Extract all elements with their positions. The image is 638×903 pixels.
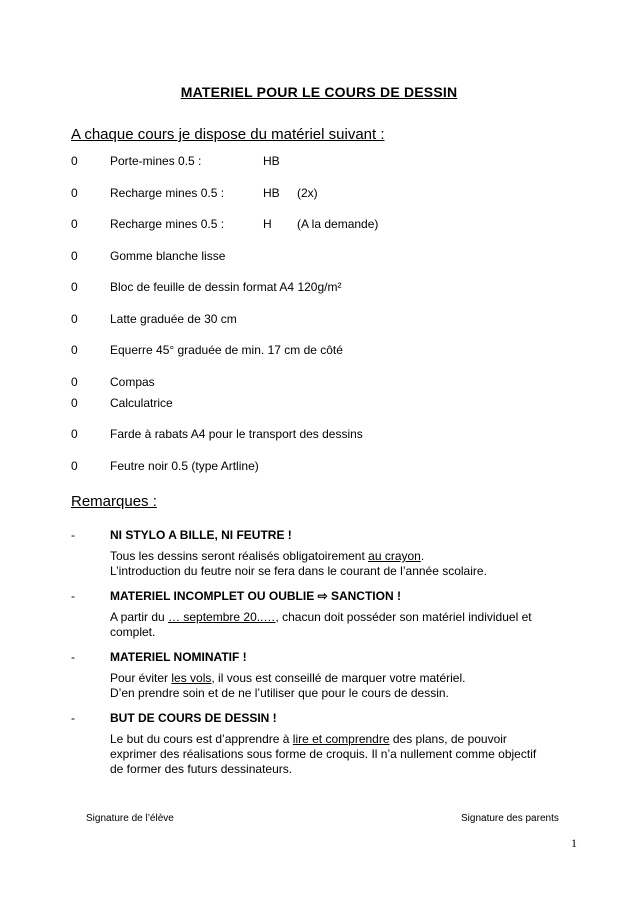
remark-heading: MATERIEL NOMINATIF ! — [110, 650, 247, 664]
remark-text — [110, 549, 580, 579]
item-value: HB — [263, 186, 280, 200]
item-extra: (2x) — [297, 186, 318, 200]
item-description: Porte-mines 0.5 : — [110, 154, 202, 168]
item-marker: 0 — [71, 459, 78, 473]
remark-heading-part: MATERIEL INCOMPLET OU OUBLIE — [110, 589, 318, 603]
remark-line — [110, 549, 580, 564]
remark-underlined: les vols — [171, 671, 212, 685]
remark-heading: BUT DE COURS DE DESSIN ! — [110, 711, 277, 725]
remark-underlined: lire et comprendre — [292, 732, 390, 746]
item-marker: 0 — [71, 312, 78, 326]
item-description: Bloc de feuille de dessin format A4 120g/m² — [110, 280, 342, 294]
remark-dash: - — [71, 528, 75, 542]
signature-student-label: Signature de l’élève — [86, 813, 174, 824]
remark-line — [110, 610, 580, 625]
remark-dash: - — [71, 650, 75, 664]
item-description: Calculatrice — [110, 396, 173, 410]
remark-text-part: . — [420, 549, 425, 563]
remark-line: exprimer des réalisations sous forme de croquis. Il n’a nullement comme objectif — [110, 747, 537, 761]
item-description: Gomme blanche lisse — [110, 249, 226, 263]
item-marker: 0 — [71, 427, 78, 441]
remark-dash: - — [71, 589, 75, 603]
signature-parents-label: Signature des parents — [461, 813, 559, 824]
remark-text-part: Le but du cours est d’apprendre à — [110, 732, 293, 746]
remark-line: L’introduction du feutre noir se fera dans le courant de l’année scolaire. — [110, 564, 487, 578]
remark-text — [110, 610, 580, 640]
remark-line: complet. — [110, 625, 156, 639]
remark-heading: NI STYLO A BILLE, NI FEUTRE ! — [110, 528, 292, 542]
item-extra: (A la demande) — [297, 217, 379, 231]
page-title: MATERIEL POUR LE COURS DE DESSIN — [180, 84, 458, 100]
right-arrow-icon: ⇨ — [317, 589, 328, 603]
item-marker: 0 — [71, 186, 78, 200]
remark-line — [110, 732, 580, 747]
remark-text — [110, 671, 580, 701]
item-marker: 0 — [71, 375, 78, 389]
remark-text-part: des plans, de pouvoir — [389, 732, 507, 746]
remark-underlined: au crayon — [368, 549, 421, 563]
remark-heading-part: SANCTION ! — [327, 589, 401, 603]
item-marker: 0 — [71, 217, 78, 231]
item-value: H — [263, 217, 272, 231]
item-marker: 0 — [71, 396, 78, 410]
remark-text-part: A partir du — [110, 610, 169, 624]
remark-line: D’en prendre soin et de ne l’utiliser que pour le cours de dessin. — [110, 686, 449, 700]
item-marker: 0 — [71, 343, 78, 357]
item-description: Recharge mines 0.5 : — [110, 217, 225, 231]
remark-line — [110, 671, 580, 686]
page-number: 1 — [571, 836, 577, 850]
item-value: HB — [263, 154, 280, 168]
remark-text — [110, 732, 580, 777]
remark-text-part: , chacun doit posséder son matériel individuel et — [275, 610, 532, 624]
item-description: Equerre 45° graduée de min. 17 cm de côté — [110, 343, 343, 357]
remark-text-part: Pour éviter — [110, 671, 172, 685]
intro-text: A chaque cours je dispose du matériel suivant : — [71, 126, 385, 143]
remark-underlined: … septembre 20..… — [168, 610, 276, 624]
remark-dash: - — [71, 711, 75, 725]
item-description: Compas — [110, 375, 155, 389]
item-description: Farde à rabats A4 pour le transport des dessins — [110, 427, 363, 441]
item-marker: 0 — [71, 154, 78, 168]
item-description: Feutre noir 0.5 (type Artline) — [110, 459, 259, 473]
item-marker: 0 — [71, 249, 78, 263]
remark-heading — [110, 589, 401, 603]
remark-line: de former des futurs dessinateurs. — [110, 762, 293, 776]
item-description: Recharge mines 0.5 : — [110, 186, 225, 200]
item-description: Latte graduée de 30 cm — [110, 312, 237, 326]
remark-text-part: , il vous est conseillé de marquer votre matériel. — [211, 671, 466, 685]
remark-text-part: Tous les dessins seront réalisés obligatoirement — [110, 549, 369, 563]
item-marker: 0 — [71, 280, 78, 294]
remarks-heading: Remarques : — [71, 493, 157, 510]
